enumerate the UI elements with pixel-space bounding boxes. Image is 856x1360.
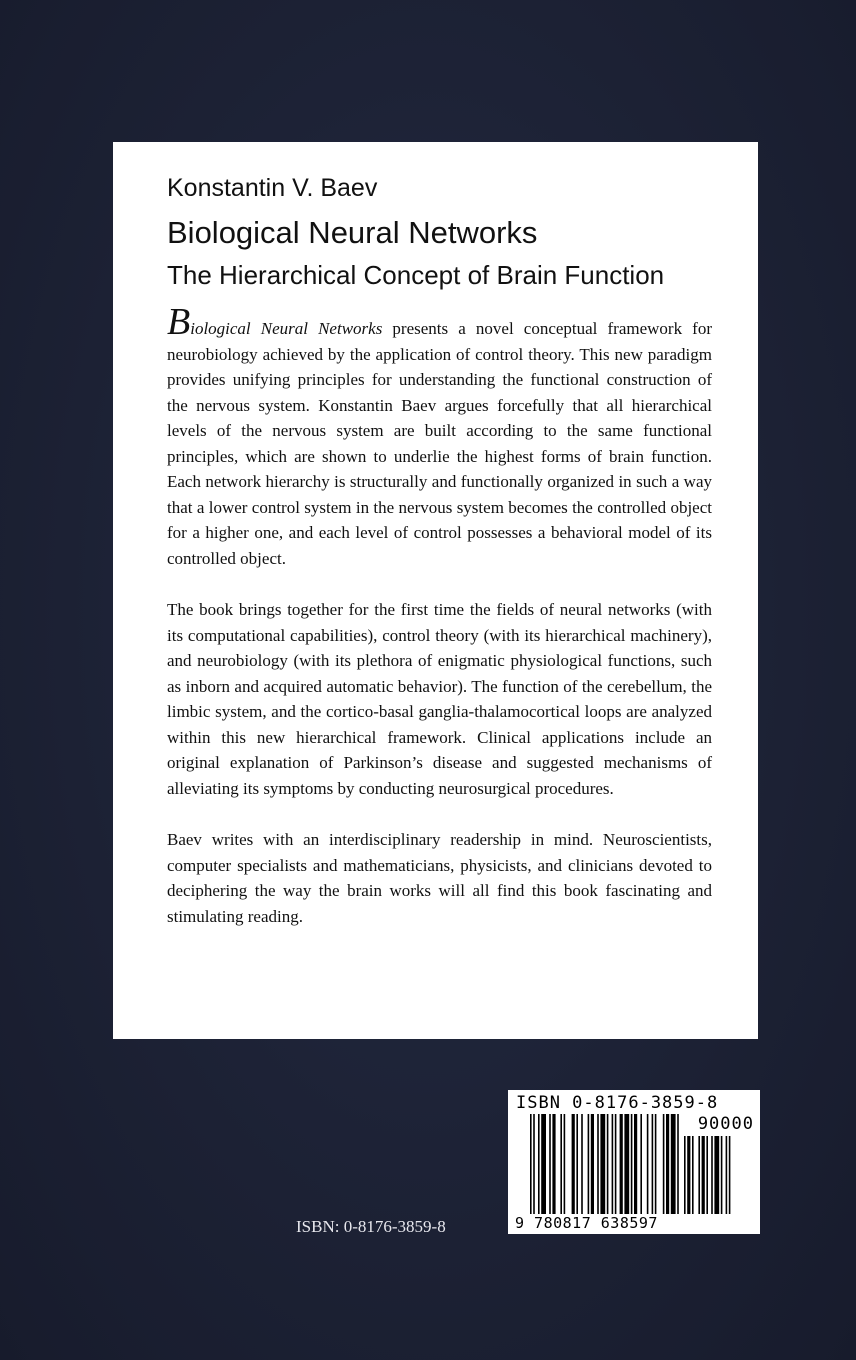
- blurb-paragraph-2: The book brings together for the first time the fields of neural networks (with its computational capabilities), control theory (with its hierarchical machinery), and neurobiology (with its plethora of enigmatic physiological functions, such as inborn and acquired automatic behavior). The function of the cerebellum, the limbic system, and the cortico-basal ganglia-thalamocortical loops are analyzed within this new hierarchical framework. Clinical applications include an original explanation of Parkinson’s disease and suggested mechanisms of alleviating its symptoms by conducting neurosurgical procedures.: [167, 600, 712, 798]
- barcode-isbn-label: ISBN 0-8176-3859-8: [516, 1093, 719, 1113]
- blurb-paragraph-3: Baev writes with an interdisciplinary readership in mind. Neuroscientists, computer specialists and mathematicians, physicists, and clinicians devoted to deciphering the way the brain works will all find this book fascinating and stimulating reading.: [167, 830, 712, 926]
- author-name: Konstantin V. Baev: [167, 174, 378, 202]
- title-italic: iological Neural Networks: [190, 319, 383, 338]
- blurb-paragraph-1: [167, 301, 713, 571]
- blurb-panel: [113, 142, 758, 1039]
- barcode-digits: 9 780817 638597: [515, 1214, 658, 1232]
- book-subtitle: The Hierarchical Concept of Brain Function: [167, 260, 665, 290]
- isbn-line: ISBN: 0-8176-3859-8: [296, 1217, 446, 1236]
- drop-cap: B: [167, 301, 191, 343]
- blurb-paragraph-1-text: presents a novel conceptual framework for neurobiology achieved by the application of control theory. This new paradigm provides unifying principles for understanding the functional construction of the nervous system. Konstantin Baev argues forcefully that all hierarchical levels of the nervous system are built according to the same functional principles, which are shown to underlie the highest forms of brain function. Each network hierarchy is structurally and functionally organized in such a way that a lower control system in the nervous system becomes the controlled object for a higher one, and each level of control possesses a behavioral model of its controlled object.: [167, 319, 713, 568]
- barcode-price-code: 90000: [697, 1114, 754, 1134]
- barcode-addon-bars-icon: [684, 1136, 754, 1222]
- barcode-bars-icon: [530, 1114, 680, 1222]
- book-title: Biological Neural Networks: [167, 215, 538, 250]
- barcode: [508, 1090, 760, 1234]
